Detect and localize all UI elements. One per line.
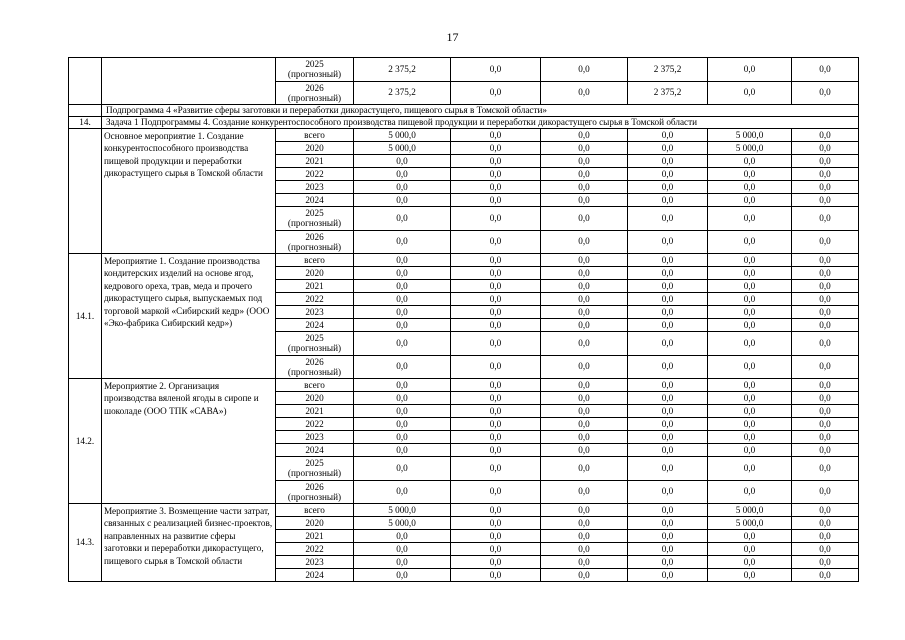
value-cell: 0,0 bbox=[354, 267, 451, 280]
year-cell: 2026 (прогнозный) bbox=[276, 230, 354, 254]
value-cell: 0,0 bbox=[451, 280, 541, 293]
value-cell: 0,0 bbox=[354, 379, 451, 392]
value-cell: 0,0 bbox=[451, 81, 541, 105]
value-cell: 0,0 bbox=[451, 155, 541, 168]
value-cell: 0,0 bbox=[541, 155, 628, 168]
value-cell: 0,0 bbox=[354, 444, 451, 457]
value-cell: 0,0 bbox=[792, 267, 859, 280]
year-cell: 2020 bbox=[276, 517, 354, 530]
value-cell: 0,0 bbox=[708, 457, 792, 481]
value-cell: 0,0 bbox=[541, 405, 628, 418]
year-cell: 2020 bbox=[276, 267, 354, 280]
value-cell: 0,0 bbox=[354, 418, 451, 431]
value-cell: 5 000,0 bbox=[354, 142, 451, 155]
value-cell: 0,0 bbox=[451, 129, 541, 142]
value-cell: 0,0 bbox=[792, 480, 859, 504]
value-cell: 0,0 bbox=[451, 142, 541, 155]
value-cell: 0,0 bbox=[541, 58, 628, 82]
year-cell: 2021 bbox=[276, 155, 354, 168]
value-cell: 0,0 bbox=[541, 556, 628, 569]
value-cell: 0,0 bbox=[354, 194, 451, 207]
value-cell: 0,0 bbox=[628, 431, 708, 444]
value-cell: 0,0 bbox=[541, 444, 628, 457]
value-cell: 0,0 bbox=[792, 569, 859, 582]
value-cell: 0,0 bbox=[451, 517, 541, 530]
value-cell: 0,0 bbox=[708, 267, 792, 280]
value-cell: 0,0 bbox=[451, 207, 541, 231]
value-cell: 0,0 bbox=[628, 293, 708, 306]
value-cell: 0,0 bbox=[354, 543, 451, 556]
value-cell: 0,0 bbox=[451, 293, 541, 306]
value-cell: 0,0 bbox=[792, 355, 859, 379]
table-row bbox=[69, 254, 859, 267]
activity-name: Мероприятие 3. Возмещение части затрат, связанных с реализацией бизнес-проектов, направленных на развитие сферы заготовки и переработки дикорастущего, пищевого сырья в Томской области bbox=[102, 504, 276, 582]
number-cell bbox=[69, 105, 102, 117]
value-cell: 0,0 bbox=[451, 181, 541, 194]
value-cell: 0,0 bbox=[354, 207, 451, 231]
value-cell: 0,0 bbox=[628, 267, 708, 280]
year-cell: всего bbox=[276, 379, 354, 392]
value-cell: 5 000,0 bbox=[708, 517, 792, 530]
activity-number: 14.1. bbox=[69, 254, 102, 379]
value-cell: 0,0 bbox=[628, 280, 708, 293]
year-cell: всего bbox=[276, 129, 354, 142]
value-cell: 0,0 bbox=[451, 254, 541, 267]
value-cell: 0,0 bbox=[708, 254, 792, 267]
value-cell: 0,0 bbox=[628, 207, 708, 231]
value-cell: 0,0 bbox=[628, 556, 708, 569]
value-cell: 0,0 bbox=[451, 230, 541, 254]
value-cell: 0,0 bbox=[792, 379, 859, 392]
value-cell: 0,0 bbox=[354, 181, 451, 194]
year-cell: 2022 bbox=[276, 543, 354, 556]
value-cell: 0,0 bbox=[628, 306, 708, 319]
task-number: 14. bbox=[69, 117, 102, 129]
table-row bbox=[69, 58, 859, 82]
subprogram-row bbox=[69, 105, 859, 117]
value-cell: 0,0 bbox=[708, 480, 792, 504]
value-cell: 0,0 bbox=[451, 392, 541, 405]
value-cell: 0,0 bbox=[628, 392, 708, 405]
financing-table bbox=[68, 57, 859, 582]
activity-name: Мероприятие 2. Организация производства вяленой ягоды в сиропе и шоколаде (ООО ТПК «САВА») bbox=[102, 379, 276, 504]
year-cell: 2025 (прогнозный) bbox=[276, 58, 354, 82]
value-cell: 0,0 bbox=[541, 517, 628, 530]
year-cell: 2026 (прогнозный) bbox=[276, 355, 354, 379]
value-cell: 0,0 bbox=[792, 280, 859, 293]
value-cell: 0,0 bbox=[628, 129, 708, 142]
value-cell: 0,0 bbox=[451, 168, 541, 181]
activity-number bbox=[69, 129, 102, 254]
value-cell: 0,0 bbox=[708, 379, 792, 392]
year-cell: 2024 bbox=[276, 319, 354, 332]
value-cell: 0,0 bbox=[541, 457, 628, 481]
year-cell: 2024 bbox=[276, 444, 354, 457]
value-cell: 0,0 bbox=[541, 379, 628, 392]
value-cell: 0,0 bbox=[708, 306, 792, 319]
value-cell: 0,0 bbox=[792, 457, 859, 481]
value-cell: 0,0 bbox=[451, 405, 541, 418]
value-cell: 0,0 bbox=[708, 569, 792, 582]
value-cell: 0,0 bbox=[792, 81, 859, 105]
value-cell: 0,0 bbox=[628, 155, 708, 168]
value-cell: 0,0 bbox=[354, 530, 451, 543]
subprogram-title: Подпрограмма 4 «Развитие сферы заготовки и переработки дикорастущего, пищевого сырья в Томской области» bbox=[102, 105, 859, 117]
value-cell: 0,0 bbox=[708, 530, 792, 543]
year-cell: 2020 bbox=[276, 392, 354, 405]
value-cell: 0,0 bbox=[628, 405, 708, 418]
value-cell: 0,0 bbox=[628, 517, 708, 530]
value-cell: 2 375,2 bbox=[354, 58, 451, 82]
value-cell: 0,0 bbox=[792, 504, 859, 517]
value-cell: 0,0 bbox=[628, 569, 708, 582]
value-cell: 0,0 bbox=[354, 280, 451, 293]
value-cell: 0,0 bbox=[628, 457, 708, 481]
value-cell: 0,0 bbox=[451, 444, 541, 457]
value-cell: 0,0 bbox=[354, 293, 451, 306]
value-cell: 0,0 bbox=[541, 332, 628, 356]
year-cell: 2022 bbox=[276, 168, 354, 181]
activity-number: 14.3. bbox=[69, 504, 102, 582]
value-cell: 0,0 bbox=[354, 155, 451, 168]
value-cell: 0,0 bbox=[792, 319, 859, 332]
year-cell: 2021 bbox=[276, 405, 354, 418]
value-cell: 0,0 bbox=[541, 181, 628, 194]
value-cell: 0,0 bbox=[354, 405, 451, 418]
value-cell: 0,0 bbox=[451, 530, 541, 543]
value-cell: 0,0 bbox=[628, 530, 708, 543]
value-cell: 5 000,0 bbox=[354, 129, 451, 142]
value-cell: 2 375,2 bbox=[354, 81, 451, 105]
value-cell: 0,0 bbox=[541, 569, 628, 582]
value-cell: 0,0 bbox=[541, 194, 628, 207]
value-cell: 0,0 bbox=[451, 418, 541, 431]
value-cell: 0,0 bbox=[354, 457, 451, 481]
task-title: Задача 1 Подпрограммы 4. Создание конкурентоспособного производства пищевой продукции и переработки дикорастущего сырья в Томской области bbox=[102, 117, 859, 129]
value-cell: 0,0 bbox=[354, 319, 451, 332]
value-cell: 0,0 bbox=[708, 431, 792, 444]
year-cell: 2025 (прогнозный) bbox=[276, 457, 354, 481]
value-cell: 5 000,0 bbox=[354, 504, 451, 517]
value-cell: 0,0 bbox=[792, 517, 859, 530]
value-cell: 0,0 bbox=[708, 81, 792, 105]
value-cell: 0,0 bbox=[628, 444, 708, 457]
value-cell: 0,0 bbox=[628, 418, 708, 431]
value-cell: 0,0 bbox=[792, 293, 859, 306]
year-cell: всего bbox=[276, 504, 354, 517]
value-cell: 0,0 bbox=[354, 556, 451, 569]
value-cell: 0,0 bbox=[541, 142, 628, 155]
year-cell: 2022 bbox=[276, 293, 354, 306]
activity-name: Мероприятие 1. Создание производства кондитерских изделий на основе ягод, кедрового ореха, трав, меда и прочего дикорастущего сырья, выпускаемых под торговой маркой «Сибирский кедр» (ООО «Эко-фабрика Сибирский кедр») bbox=[102, 254, 276, 379]
value-cell: 0,0 bbox=[628, 181, 708, 194]
value-cell: 0,0 bbox=[708, 319, 792, 332]
value-cell: 0,0 bbox=[451, 306, 541, 319]
value-cell: 0,0 bbox=[792, 530, 859, 543]
value-cell: 0,0 bbox=[792, 207, 859, 231]
value-cell: 0,0 bbox=[708, 405, 792, 418]
value-cell: 0,0 bbox=[628, 480, 708, 504]
value-cell: 2 375,2 bbox=[628, 81, 708, 105]
year-cell: 2024 bbox=[276, 569, 354, 582]
year-cell: 2020 bbox=[276, 142, 354, 155]
value-cell: 0,0 bbox=[792, 332, 859, 356]
year-cell: 2024 bbox=[276, 194, 354, 207]
year-cell: 2026 (прогнозный) bbox=[276, 81, 354, 105]
value-cell: 0,0 bbox=[541, 254, 628, 267]
value-cell: 0,0 bbox=[541, 355, 628, 379]
value-cell: 0,0 bbox=[541, 392, 628, 405]
value-cell: 0,0 bbox=[451, 480, 541, 504]
value-cell: 0,0 bbox=[792, 392, 859, 405]
value-cell: 0,0 bbox=[628, 168, 708, 181]
value-cell: 0,0 bbox=[792, 129, 859, 142]
value-cell: 0,0 bbox=[708, 58, 792, 82]
value-cell: 5 000,0 bbox=[708, 504, 792, 517]
value-cell: 0,0 bbox=[354, 392, 451, 405]
value-cell: 0,0 bbox=[708, 392, 792, 405]
value-cell: 0,0 bbox=[628, 142, 708, 155]
value-cell: 0,0 bbox=[451, 504, 541, 517]
value-cell: 0,0 bbox=[708, 293, 792, 306]
value-cell: 0,0 bbox=[541, 207, 628, 231]
value-cell: 0,0 bbox=[451, 457, 541, 481]
value-cell: 0,0 bbox=[708, 280, 792, 293]
year-cell: 2023 bbox=[276, 181, 354, 194]
task-row bbox=[69, 117, 859, 129]
number-cell bbox=[69, 58, 102, 105]
table-row bbox=[69, 379, 859, 392]
year-cell: 2025 (прогнозный) bbox=[276, 332, 354, 356]
value-cell: 0,0 bbox=[708, 168, 792, 181]
value-cell: 0,0 bbox=[451, 267, 541, 280]
value-cell: 5 000,0 bbox=[708, 129, 792, 142]
value-cell: 0,0 bbox=[708, 418, 792, 431]
value-cell: 0,0 bbox=[708, 332, 792, 356]
value-cell: 0,0 bbox=[792, 194, 859, 207]
year-cell: 2021 bbox=[276, 280, 354, 293]
value-cell: 0,0 bbox=[354, 254, 451, 267]
value-cell: 0,0 bbox=[541, 480, 628, 504]
value-cell: 0,0 bbox=[628, 332, 708, 356]
value-cell: 0,0 bbox=[708, 355, 792, 379]
value-cell: 0,0 bbox=[541, 431, 628, 444]
value-cell: 0,0 bbox=[628, 504, 708, 517]
name-cell bbox=[102, 58, 276, 105]
value-cell: 0,0 bbox=[354, 355, 451, 379]
value-cell: 0,0 bbox=[708, 207, 792, 231]
value-cell: 0,0 bbox=[451, 319, 541, 332]
value-cell: 0,0 bbox=[792, 230, 859, 254]
value-cell: 0,0 bbox=[541, 230, 628, 254]
year-cell: 2021 bbox=[276, 530, 354, 543]
value-cell: 0,0 bbox=[708, 230, 792, 254]
value-cell: 0,0 bbox=[354, 168, 451, 181]
value-cell: 0,0 bbox=[541, 319, 628, 332]
value-cell: 0,0 bbox=[541, 504, 628, 517]
value-cell: 0,0 bbox=[628, 230, 708, 254]
value-cell: 0,0 bbox=[541, 267, 628, 280]
value-cell: 0,0 bbox=[354, 480, 451, 504]
page-number: 17 bbox=[446, 30, 459, 44]
value-cell: 0,0 bbox=[792, 142, 859, 155]
value-cell: 0,0 bbox=[792, 168, 859, 181]
value-cell: 0,0 bbox=[792, 254, 859, 267]
value-cell: 0,0 bbox=[451, 58, 541, 82]
year-cell: 2023 bbox=[276, 306, 354, 319]
activity-number: 14.2. bbox=[69, 379, 102, 504]
value-cell: 0,0 bbox=[354, 306, 451, 319]
value-cell: 0,0 bbox=[708, 444, 792, 457]
value-cell: 0,0 bbox=[792, 556, 859, 569]
value-cell: 5 000,0 bbox=[354, 517, 451, 530]
value-cell: 0,0 bbox=[451, 543, 541, 556]
value-cell: 0,0 bbox=[541, 530, 628, 543]
value-cell: 0,0 bbox=[708, 194, 792, 207]
value-cell: 2 375,2 bbox=[628, 58, 708, 82]
value-cell: 0,0 bbox=[541, 543, 628, 556]
value-cell: 0,0 bbox=[628, 194, 708, 207]
value-cell: 0,0 bbox=[792, 431, 859, 444]
activity-name: Основное мероприятие 1. Создание конкурентоспособного производства пищевой продукции и переработки дикорастущего сырья в Томской области bbox=[102, 129, 276, 254]
year-cell: всего bbox=[276, 254, 354, 267]
value-cell: 0,0 bbox=[451, 556, 541, 569]
value-cell: 0,0 bbox=[792, 155, 859, 168]
table-row bbox=[69, 504, 859, 517]
value-cell: 0,0 bbox=[792, 444, 859, 457]
value-cell: 0,0 bbox=[354, 230, 451, 254]
value-cell: 0,0 bbox=[708, 556, 792, 569]
value-cell: 0,0 bbox=[451, 332, 541, 356]
table-row bbox=[69, 129, 859, 142]
value-cell: 0,0 bbox=[541, 168, 628, 181]
value-cell: 0,0 bbox=[541, 293, 628, 306]
value-cell: 5 000,0 bbox=[708, 142, 792, 155]
value-cell: 0,0 bbox=[792, 418, 859, 431]
value-cell: 0,0 bbox=[708, 181, 792, 194]
year-cell: 2026 (прогнозный) bbox=[276, 480, 354, 504]
value-cell: 0,0 bbox=[541, 129, 628, 142]
value-cell: 0,0 bbox=[628, 543, 708, 556]
value-cell: 0,0 bbox=[628, 379, 708, 392]
value-cell: 0,0 bbox=[792, 543, 859, 556]
value-cell: 0,0 bbox=[792, 58, 859, 82]
value-cell: 0,0 bbox=[451, 569, 541, 582]
value-cell: 0,0 bbox=[541, 280, 628, 293]
value-cell: 0,0 bbox=[628, 355, 708, 379]
year-cell: 2022 bbox=[276, 418, 354, 431]
value-cell: 0,0 bbox=[451, 379, 541, 392]
value-cell: 0,0 bbox=[451, 355, 541, 379]
value-cell: 0,0 bbox=[708, 543, 792, 556]
value-cell: 0,0 bbox=[628, 319, 708, 332]
value-cell: 0,0 bbox=[541, 306, 628, 319]
value-cell: 0,0 bbox=[354, 569, 451, 582]
year-cell: 2025 (прогнозный) bbox=[276, 207, 354, 231]
value-cell: 0,0 bbox=[451, 431, 541, 444]
value-cell: 0,0 bbox=[451, 194, 541, 207]
value-cell: 0,0 bbox=[354, 431, 451, 444]
value-cell: 0,0 bbox=[792, 181, 859, 194]
year-cell: 2023 bbox=[276, 431, 354, 444]
value-cell: 0,0 bbox=[792, 405, 859, 418]
value-cell: 0,0 bbox=[541, 418, 628, 431]
value-cell: 0,0 bbox=[792, 306, 859, 319]
value-cell: 0,0 bbox=[354, 332, 451, 356]
value-cell: 0,0 bbox=[541, 81, 628, 105]
value-cell: 0,0 bbox=[708, 155, 792, 168]
value-cell: 0,0 bbox=[628, 254, 708, 267]
year-cell: 2023 bbox=[276, 556, 354, 569]
